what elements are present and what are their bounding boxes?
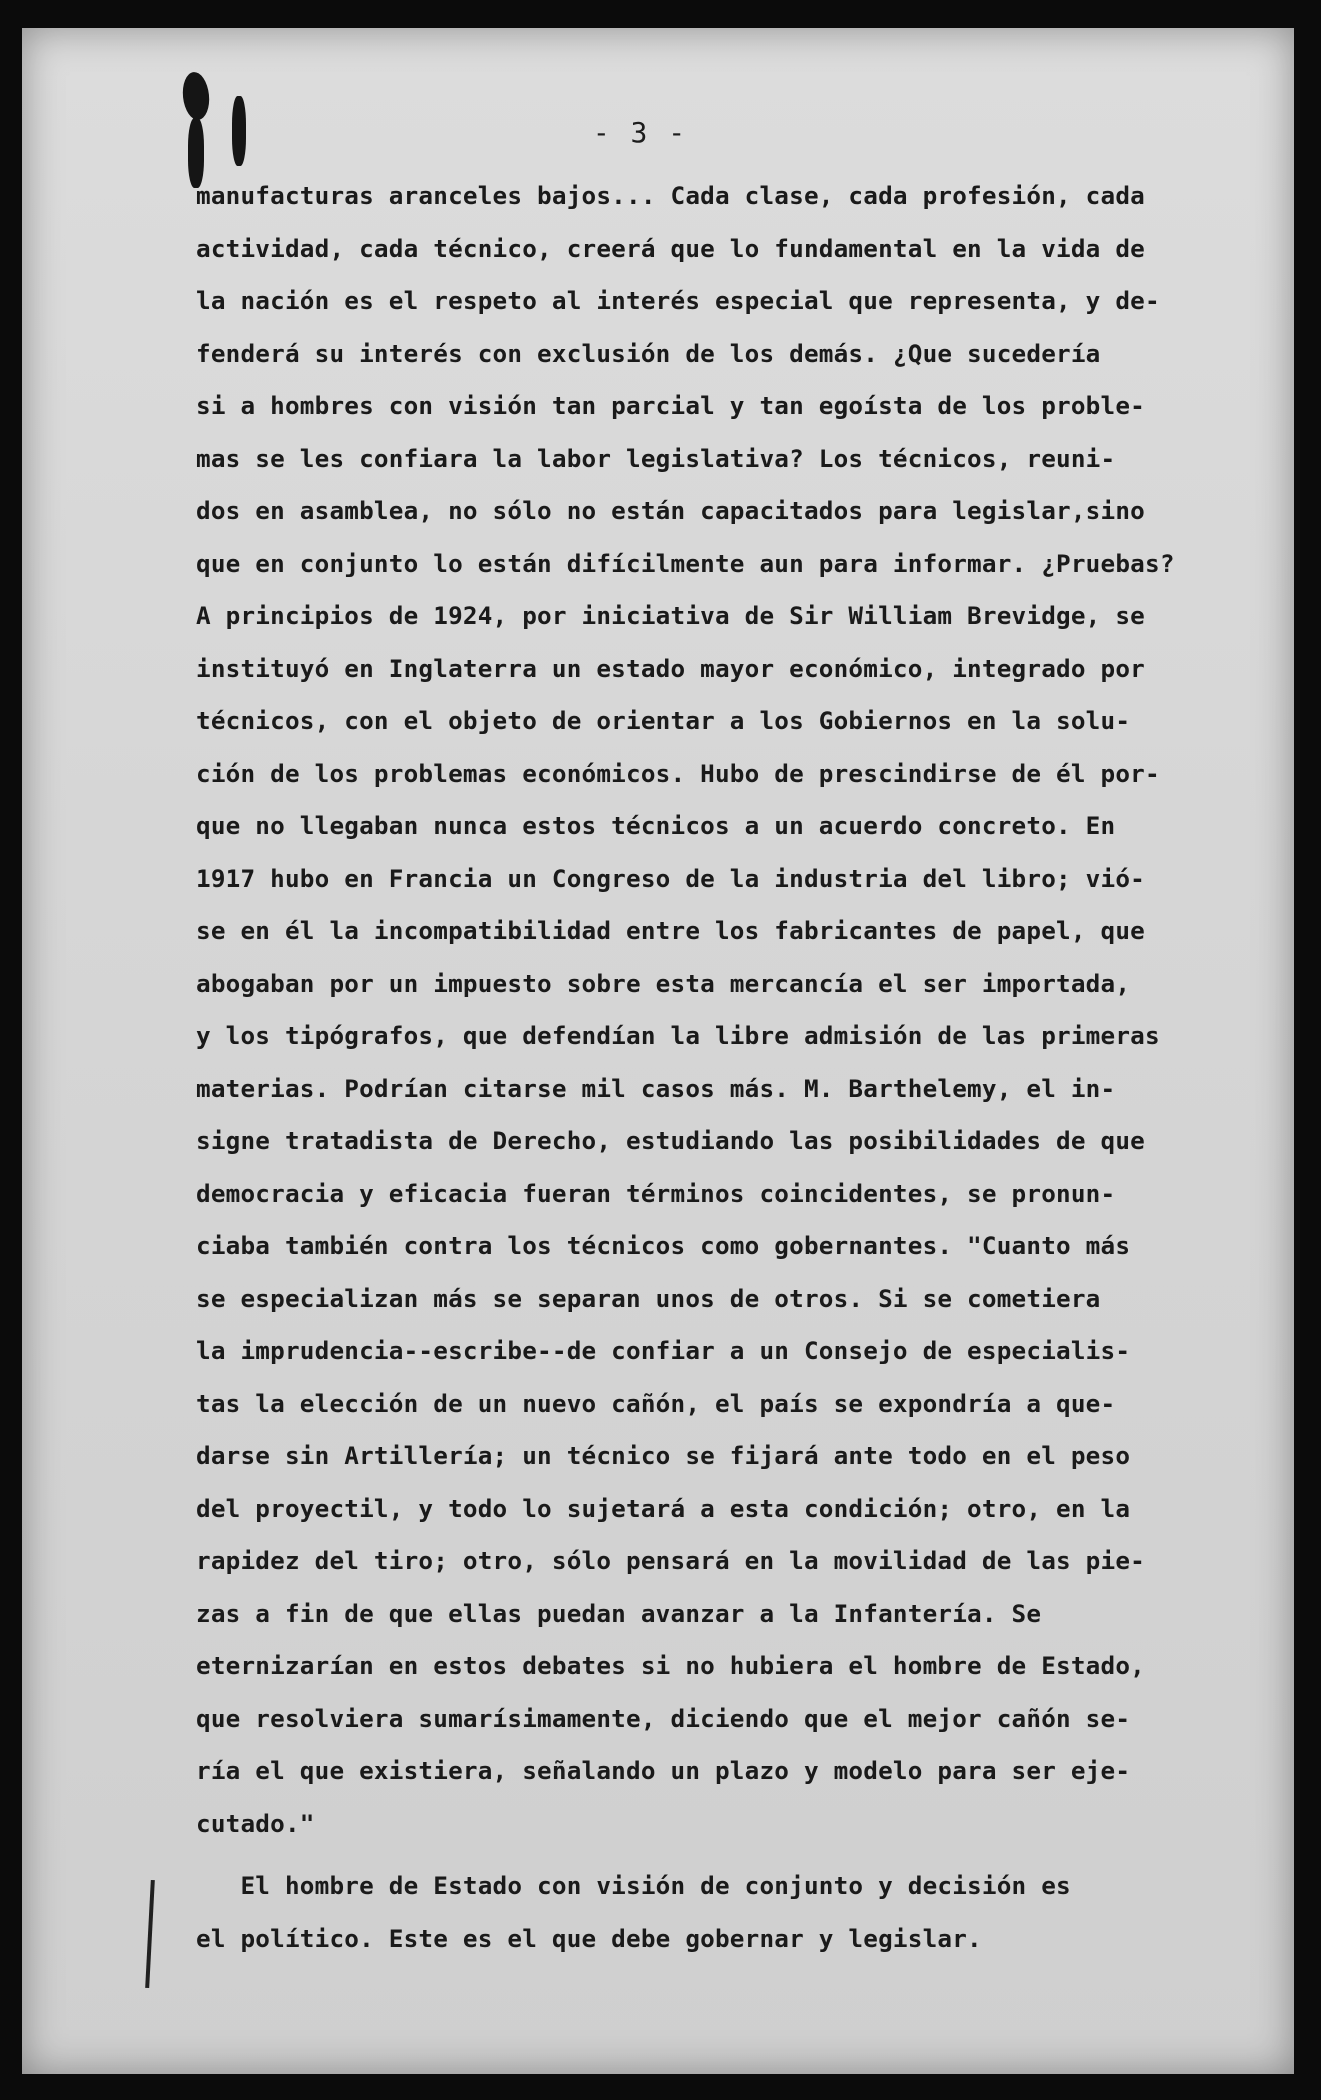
text-line: zas a fin de que ellas puedan avanzar a la Infantería. Se [196, 1598, 1042, 1628]
text-line: tas la elección de un nuevo cañón, el país se expondría a que- [196, 1388, 1116, 1418]
text-line: se en él la incompatibilidad entre los fabricantes de papel, que [196, 916, 1145, 945]
text-line: fenderá su interés con exclusión de los demás. ¿Que sucedería [196, 338, 1101, 368]
text-line: dos en asamblea, no sólo no están capacitados para legislar,sino [196, 496, 1145, 525]
text-line: mas se les confiara la labor legislativa? Los técnicos, reuni- [196, 443, 1116, 473]
text-line: El hombre de Estado con visión de conjunto y decisión es [196, 1871, 1071, 1900]
text-line: si a hombres con visión tan parcial y tan egoísta de los proble- [196, 391, 1145, 420]
text-line: la nación es el respeto al interés especial que representa, y de- [196, 286, 1160, 315]
text-line: rapidez del tiro; otro, sólo pensará en la movilidad de las pie- [196, 1546, 1145, 1575]
text-line: materias. Podrían citarse mil casos más. M. Barthelemy, el in- [196, 1073, 1116, 1103]
text-line: la imprudencia--escribe--de confiar a un Consejo de especialis- [196, 1336, 1131, 1365]
paragraph-gap [196, 1850, 1236, 1860]
text-line: del proyectil, y todo lo sujetará a esta condición; otro, en la [196, 1493, 1131, 1523]
text-line: instituyó en Inglaterra un estado mayor económico, integrado por [196, 653, 1145, 683]
text-line: se especializan más se separan unos de otros. Si se cometiera [196, 1283, 1101, 1313]
ink-stain [232, 96, 246, 166]
text-line: actividad, cada técnico, creerá que lo fundamental en la vida de [196, 233, 1145, 263]
text-line: ción de los problemas económicos. Hubo de prescindirse de él por- [196, 758, 1160, 788]
page-number: - 3 - [592, 116, 688, 149]
text-line: darse sin Artillería; un técnico se fijará ante todo en el peso [196, 1441, 1131, 1470]
text-line: cutado." [196, 1808, 315, 1838]
text-line: que no llegaban nunca estos técnicos a un acuerdo concreto. En [196, 811, 1116, 840]
text-line: que resolviera sumarísimamente, diciendo que el mejor cañón se- [196, 1703, 1131, 1733]
text-line: eternizarían en estos debates si no hubiera el hombre de Estado, [196, 1651, 1145, 1680]
text-line: 1917 hubo en Francia un Congreso de la industria del libro; vió- [196, 863, 1145, 893]
text-line: el político. Este es el que debe gobernar y legislar. [196, 1923, 982, 1953]
text-line: abogaban por un impuesto sobre esta mercancía el ser importada, [196, 968, 1131, 998]
text-line: que en conjunto lo están difícilmente aun para informar. ¿Pruebas? [196, 548, 1175, 578]
body-text [196, 170, 1236, 1965]
text-line: ría el que existiera, señalando un plazo y modelo para ser eje- [196, 1756, 1131, 1785]
text-line: y los tipógrafos, que defendían la libre admisión de las primeras [196, 1021, 1160, 1050]
text-line: manufacturas aranceles bajos... Cada clase, cada profesión, cada [196, 181, 1145, 210]
text-line: signe tratadista de Derecho, estudiando las posibilidades de que [196, 1126, 1145, 1155]
text-line: técnicos, con el objeto de orientar a los Gobiernos en la solu- [196, 706, 1131, 735]
text-line: democracia y eficacia fueran términos coincidentes, se pronun- [196, 1178, 1116, 1208]
text-line: ciaba también contra los técnicos como gobernantes. "Cuanto más [196, 1231, 1131, 1260]
text-line: A principios de 1924, por iniciativa de Sir William Brevidge, se [196, 601, 1145, 630]
